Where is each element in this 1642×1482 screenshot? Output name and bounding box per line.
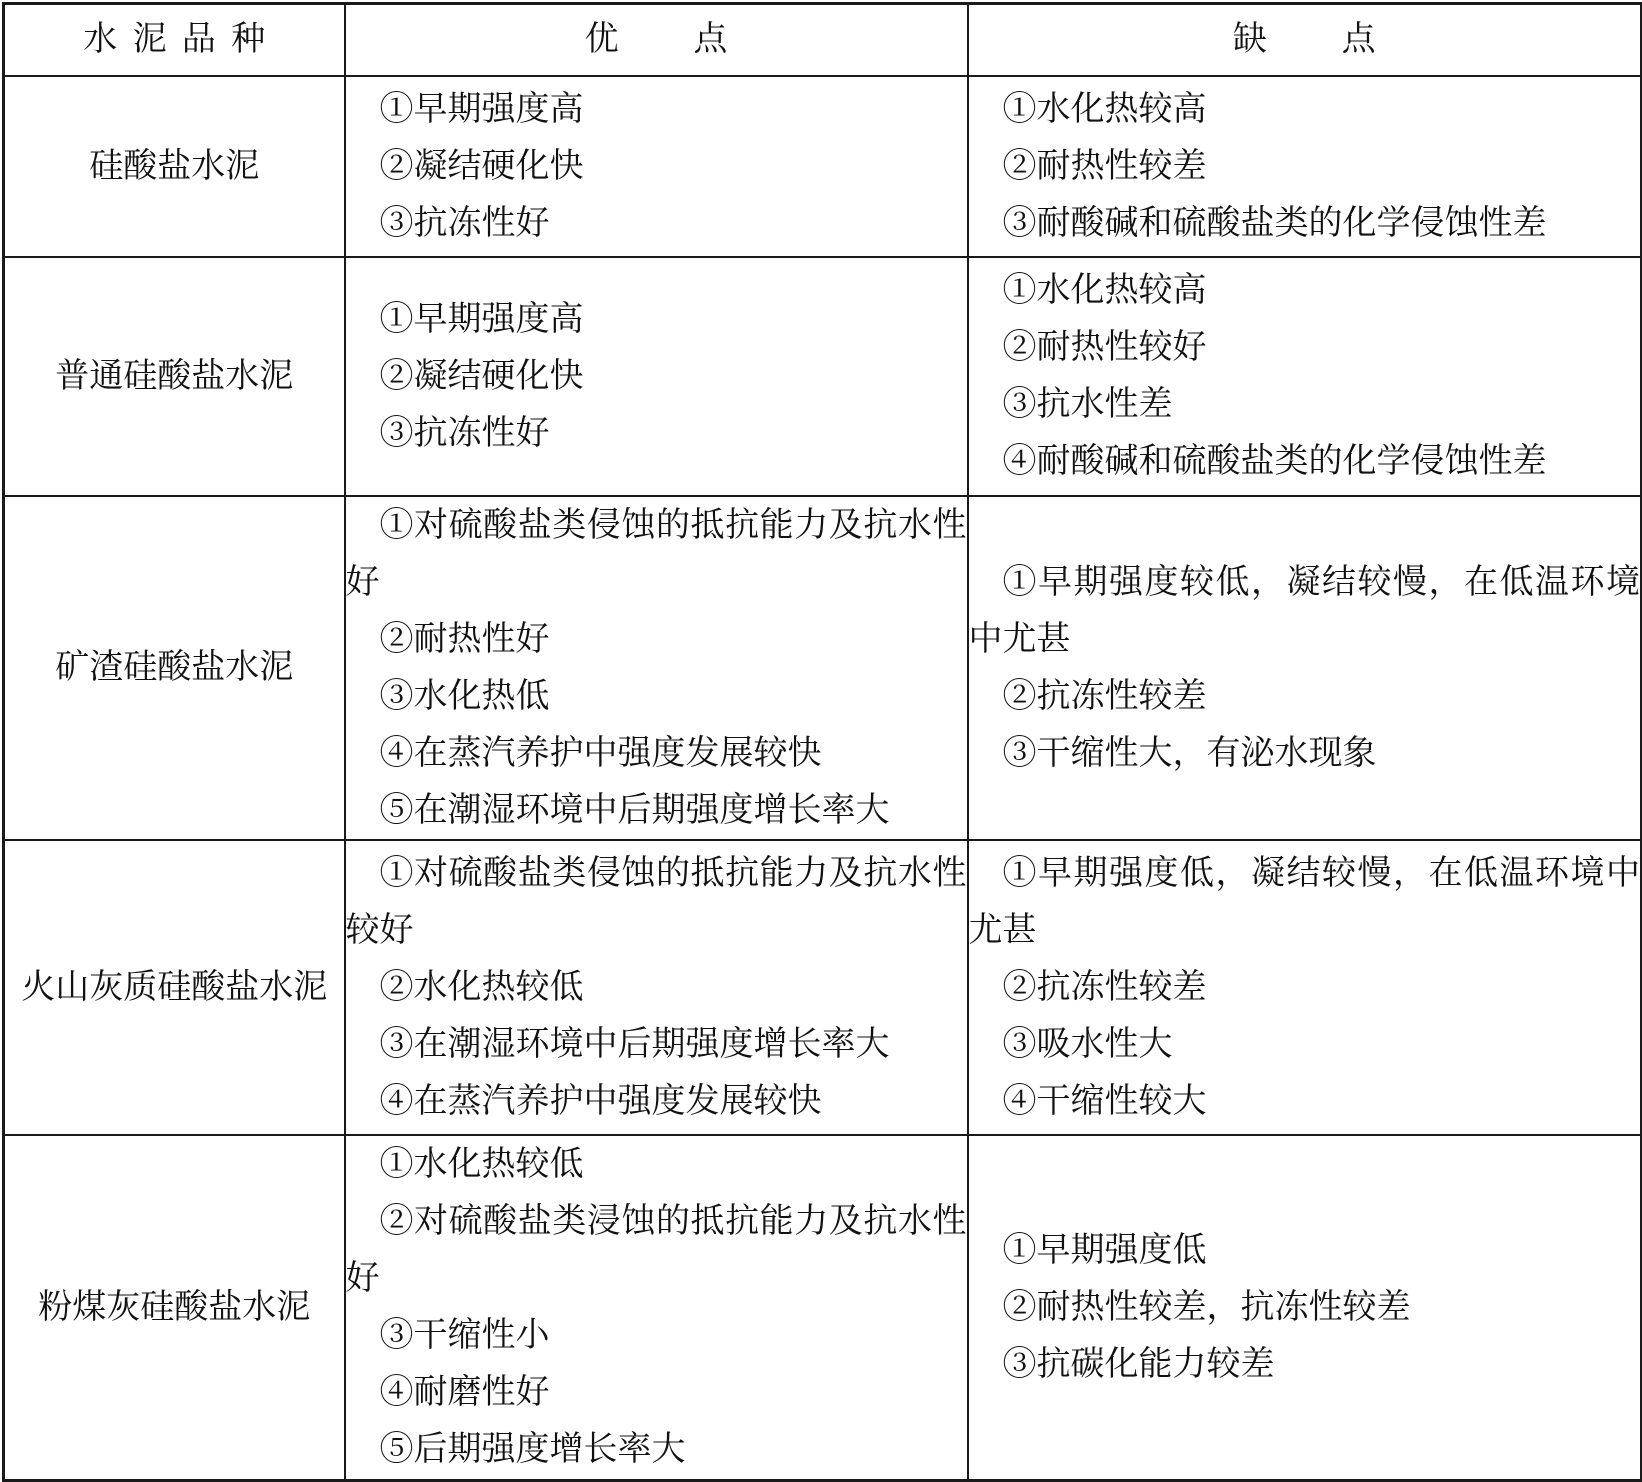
advantage-item: ①早期强度高 [379,88,584,129]
advantages-cell [345,257,968,496]
advantage-item: ②凝结硬化快 [379,145,584,186]
advantages-cell [345,496,968,840]
advantage-item: ②耐热性好 [379,618,550,659]
table-row [4,840,1642,1135]
advantages-cell [345,76,968,257]
disadvantage-item: ①早期强度较低，凝结较慢，在低温环境中尤甚 [968,561,1640,659]
advantage-item: ③干缩性小 [379,1315,550,1356]
advantages-cell [345,1135,968,1481]
header-disadvantages: 缺点 [968,4,1642,76]
disadvantage-item: ①早期强度低，凝结较慢，在低温环境中尤甚 [968,852,1640,950]
header-advantages: 优点 [345,4,968,76]
header-cement-type: 水泥品种 [4,4,345,76]
advantage-item: ③抗冻性好 [379,412,550,453]
table-row [4,1135,1642,1481]
cement-type-cell: 矿渣硅酸盐水泥 [4,496,345,840]
disadvantage-item: ②抗冻性较差 [1002,966,1207,1007]
disadvantage-item: ③干缩性大，有泌水现象 [1002,732,1377,773]
disadvantage-item: ①水化热较高 [1002,270,1207,310]
disadvantage-item: ②抗冻性较差 [1002,675,1207,716]
table-row [4,257,1642,496]
advantage-item: ①早期强度高 [379,298,584,339]
advantage-item: ②凝结硬化快 [379,355,584,396]
disadvantage-item: ②耐热性较差，抗冻性较差 [1002,1286,1411,1327]
cement-type-cell: 普通硅酸盐水泥 [4,257,345,496]
advantage-item: ④在蒸汽养护中强度发展较快 [379,732,822,773]
disadvantage-item: ②耐热性较差 [1002,145,1207,186]
table-row [4,496,1642,840]
disadvantage-item: ④耐酸碱和硫酸盐类的化学侵蚀性差 [1002,441,1547,481]
disadvantage-item: ③耐酸碱和硫酸盐类的化学侵蚀性差 [1002,202,1547,243]
disadvantages-cell [968,496,1642,840]
table-header-row [4,4,1642,76]
cement-type-cell: 粉煤灰硅酸盐水泥 [4,1135,345,1481]
disadvantage-item: ③吸水性大 [1002,1023,1173,1064]
advantage-item: ③水化热低 [379,675,550,716]
advantage-item: ①对硫酸盐类侵蚀的抵抗能力及抗水性较好 [345,852,967,950]
disadvantage-item: ①水化热较高 [1002,88,1207,129]
advantage-item: ③抗冻性好 [379,202,550,243]
advantage-item: ②水化热较低 [379,966,584,1007]
advantage-item: ③在潮湿环境中后期强度增长率大 [379,1023,890,1064]
table-body [4,76,1642,1481]
disadvantage-item: ①早期强度低 [1002,1229,1207,1270]
advantage-item: ④在蒸汽养护中强度发展较快 [379,1080,822,1121]
cement-type-cell: 硅酸盐水泥 [4,76,345,257]
disadvantages-cell [968,257,1642,496]
disadvantages-cell [968,840,1642,1135]
disadvantages-cell [968,1135,1642,1481]
advantage-item: ⑤后期强度增长率大 [379,1429,686,1470]
advantage-item: ①水化热较低 [379,1144,584,1185]
advantage-item: ②对硫酸盐类浸蚀的抵抗能力及抗水性好 [345,1201,967,1299]
disadvantage-item: ③抗水性差 [1002,384,1173,424]
disadvantage-item: ④干缩性较大 [1002,1080,1207,1121]
advantages-cell [345,840,968,1135]
disadvantage-item: ③抗碳化能力较差 [1002,1343,1275,1384]
disadvantage-item: ②耐热性较好 [1002,327,1207,367]
table-row [4,76,1642,257]
advantage-item: ④耐磨性好 [379,1372,550,1413]
cement-comparison-table [2,2,1642,1482]
advantage-item: ⑤在潮湿环境中后期强度增长率大 [379,789,890,830]
cement-type-cell: 火山灰质硅酸盐水泥 [4,840,345,1135]
disadvantages-cell [968,76,1642,257]
advantage-item: ①对硫酸盐类侵蚀的抵抗能力及抗水性好 [345,504,967,602]
